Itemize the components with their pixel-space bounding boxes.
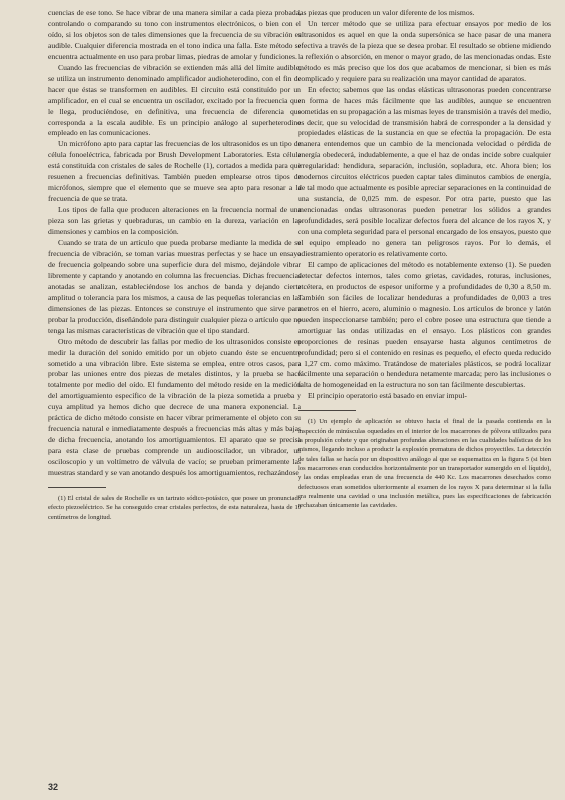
footnote <box>48 494 301 522</box>
body-paragraph: Los tipos de falla que producen alteraciones en la frecuencia normal de una pieza son las grietas y quebraduras, un cambio en la dureza, variación en las dimensiones y cambios en la composición. <box>48 205 301 237</box>
body-paragraph: Cuando se trata de un artículo que pueda probarse mediante la medida de su frecuencia de vibración, se toman varias muestras perfectas y se hace un ensayo de frecuencia golpeando sobre una superficie dura del mismo, dejándole vibrar libremente y captando y anotando en columna las frecuencias. Dichas frecuencias anotadas se analizan, estableciéndose los anchos de banda y dejando cierta amplitud o tolerancia para los mismos, a causa de las pequeñas tolerancias en las dimensiones de las piezas. Entonces se construye el instrumento que sirve para probar la producción, diseñándole para distinguir cualquier pieza o artículo que no tenga las mismas características de vibración que el tipo standard. <box>48 238 301 335</box>
body-paragraph: cuencias de ese tono. Se hace vibrar de una manera similar a cada pieza probada, controlando o comparando su tono con instrumentos electrónicos, o bien con el oído, si los objetos son de tales dimensiones que la frecuencia de su vibración es audible. Cualquier diferencia mostrada en el tono indica una falla. Este método se encuentra actualmente en uso para probar limas, piedras de amolar y fundiciones. <box>48 8 301 61</box>
footnote-text: (1) El cristal de sales de Rochelle es un tartrato sódico-potásico, que posee un pronunciado efecto piezoeléctrico. Se ha conseguido crear cristales perfectos, de esta naturaleza, hasta de 10 centímetros de longitud. <box>48 494 301 521</box>
page-number: 32 <box>48 782 59 792</box>
footnote <box>298 417 551 510</box>
body-paragraph: El principio operatorio está basado en enviar impul- <box>308 391 467 401</box>
body-paragraph: Un tercer método que se utiliza para efectuar ensayos por medio de los ultrasonidos es aquel en que la onda supersónica se hace pasar de una manera efectiva a través de la pieza que se desea probar. El resultado se obtiene midiendo la reflexión o absorción, en menor o mayor grado, de las mencionadas ondas. Este método es más preciso que los dos que acabamos de mencionar, si bien es más complicado y requiere para su realización una mayor cantidad de aparatos. <box>298 18 551 83</box>
footnote-divider <box>298 410 356 411</box>
body-paragraph: Un micrófono apto para captar las frecuencias de los ultrasonidos es un tipo de célula fonoeléctrica, fabricada por Brush Development Laboratories. Esta célula está constituída con cristales de sales de Rochelle (1), cortados a medida para que resuenen a frecuencias definitivas. También pueden emplearse otros tipos de micrófonos, siempre que el elemento que se mueve sea apto para resonar a la frecuencia de que se trata. <box>48 139 301 204</box>
body-paragraph: Otro método de descubrir las fallas por medio de los ultrasonidos consiste en medir la duración del sonido emitido por un objeto cuando éste se encuentre sometido a una vibración libre. Este sistema se emplea, entre otros casos, para probar las uniones entre dos piezas de metales distintos, y la prueba se hace totalmente por medio del oído. El fundamento del método reside en la medición del amortiguamiento específico de la vibración de la pieza sometida a prueba y cuya amplitud ya hemos dicho que decrece de una manera exponencial. La práctica de dicho método consiste en hacer vibrar primeramente el objeto con su frecuencia natural e inmediatamente después a frecuencias más altas y más bajas de dicha frecuencia, anotando los amortiguamientos. El aparato que se precisa para esta clase de pruebas comprende un audiooscilador, un vibrador, un osciloscopio y un voltímetro de válvula de vacío; se prueban primeramente las muestras standard y se van anotando después los amortiguamientos, rechazándose <box>48 336 301 478</box>
right-column <box>298 8 551 511</box>
footnote-text: (1) Un ejemplo de aplicación se obtuvo hacia el final de la pasada contienda en la inspección de minúsculas oquedades en el interior de los macarrones de pólvora utilizados para la propulsión cohete y que originaban profundas alteraciones en las cualidades balísticas de los mismos, llegando incluso a producir la explosión prematura de dichos proyectiles. La detección de tales fallas se hacía por un dispositivo análogo al que se esquematiza en la figura 5 (si bien los macarrones eran conducidos horizontalmente por un transportador sumergido en el líquido), y las ondas empleadas eran de una frecuencia de 440 Kc. Los macarrones desechados como defectuosos eran sometidos ulteriormente al examen de los rayos X para determinar si la falla era realmente una cavidad o una inclusión metálica, pues las especificaciones de fabricación rechazaban únicamente las cavidades. <box>298 418 551 510</box>
body-paragraph: las piezas que producen un valor diferente de los mismos. <box>298 8 475 17</box>
body-paragraph: En efecto; sabemos que las ondas elásticas ultrasonoras pueden concentrarse en forma de haces más fácilmente que las audibles, aunque se encuentren sometidas en su propagación a las mismas leyes de transmisión a través del medio, es decir, que su velocidad de transmisión habrá de corresponder a la densidad y propiedades elásticas de la sustancia en que se efectúa la propagación. De esta manera entendemos que un cambio de la mencionada velocidad o pérdida de energía obedecerá, indudablemente, a que el haz de ondas incide sobre cualquier irregularidad: hendidura, separación, inclusión, sopladura, etc. Ahora bien; los modernos circuitos eléctricos pueden captar tales diminutos cambios de energía, de tal modo que actualmente es posible apreciar separaciones en la continuidad de una sustancia, de 0,025 mm. de espesor. Por otra parte, puesto que las mencionadas ondas ultrasonoras pueden penetrar los sólidos a grandes profundidades, será posible localizar defectos fuera del alcance de los rayos X, y con una completa seguridad para el personal encargado de los ensayos, puesto que el equipo empleado no genera tan peligrosos rayos. Por lo demás, el adiestramiento operatorio es relativamente corto. <box>298 84 551 258</box>
left-column <box>48 8 301 522</box>
footnote-divider <box>48 487 106 488</box>
body-paragraph: Cuando las frecuencias de vibración se extienden más allá del límite audible, se utiliza un instrumento denominado amplificador audioheterodino, con el fin de hacer que éstas se transformen en audibles. El circuito está constituído por un amplificador, en el cual se encuentra un oscilador, excitado por la frecuencia que le llega, produciéndose, en definitiva, una frecuencia de diferencia que corresponda a la escala audible. Es un principio análogo al superheterodino empleado en las comunicaciones. <box>48 62 301 138</box>
body-paragraph: El campo de aplicaciones del método es notablemente extenso (1). Se pueden detectar defectos internos, tales como grietas, cavidades, roturas, inclusiones, etcétera, en productos de espesor uniforme y a profundidades de 0,30 a 8,50 m. También son fáciles de localizar hendeduras a profundidades de 0,003 a tres metros en el hierro, acero, aluminio o magnesio. Los artículos de bronce y latón pueden inspeccionarse también; pero el cobre posee una estructura que tiende a amortiguar las ondas utilizadas en el ensayo. Los plásticos con grandes proporciones de resinas pueden ensayarse hasta algunos centímetros de profundidad; pero si el contenido en resinas es pequeño, el efecto queda reducido a 1,27 cm. como máximo. Tratándose de materiales plásticos, se podrá localizar fácilmente una separación o hendedura netamente marcada; pero las inclusiones o falta de homogeneidad en la estructura no son tan fácilmente descubiertas. <box>298 259 551 390</box>
